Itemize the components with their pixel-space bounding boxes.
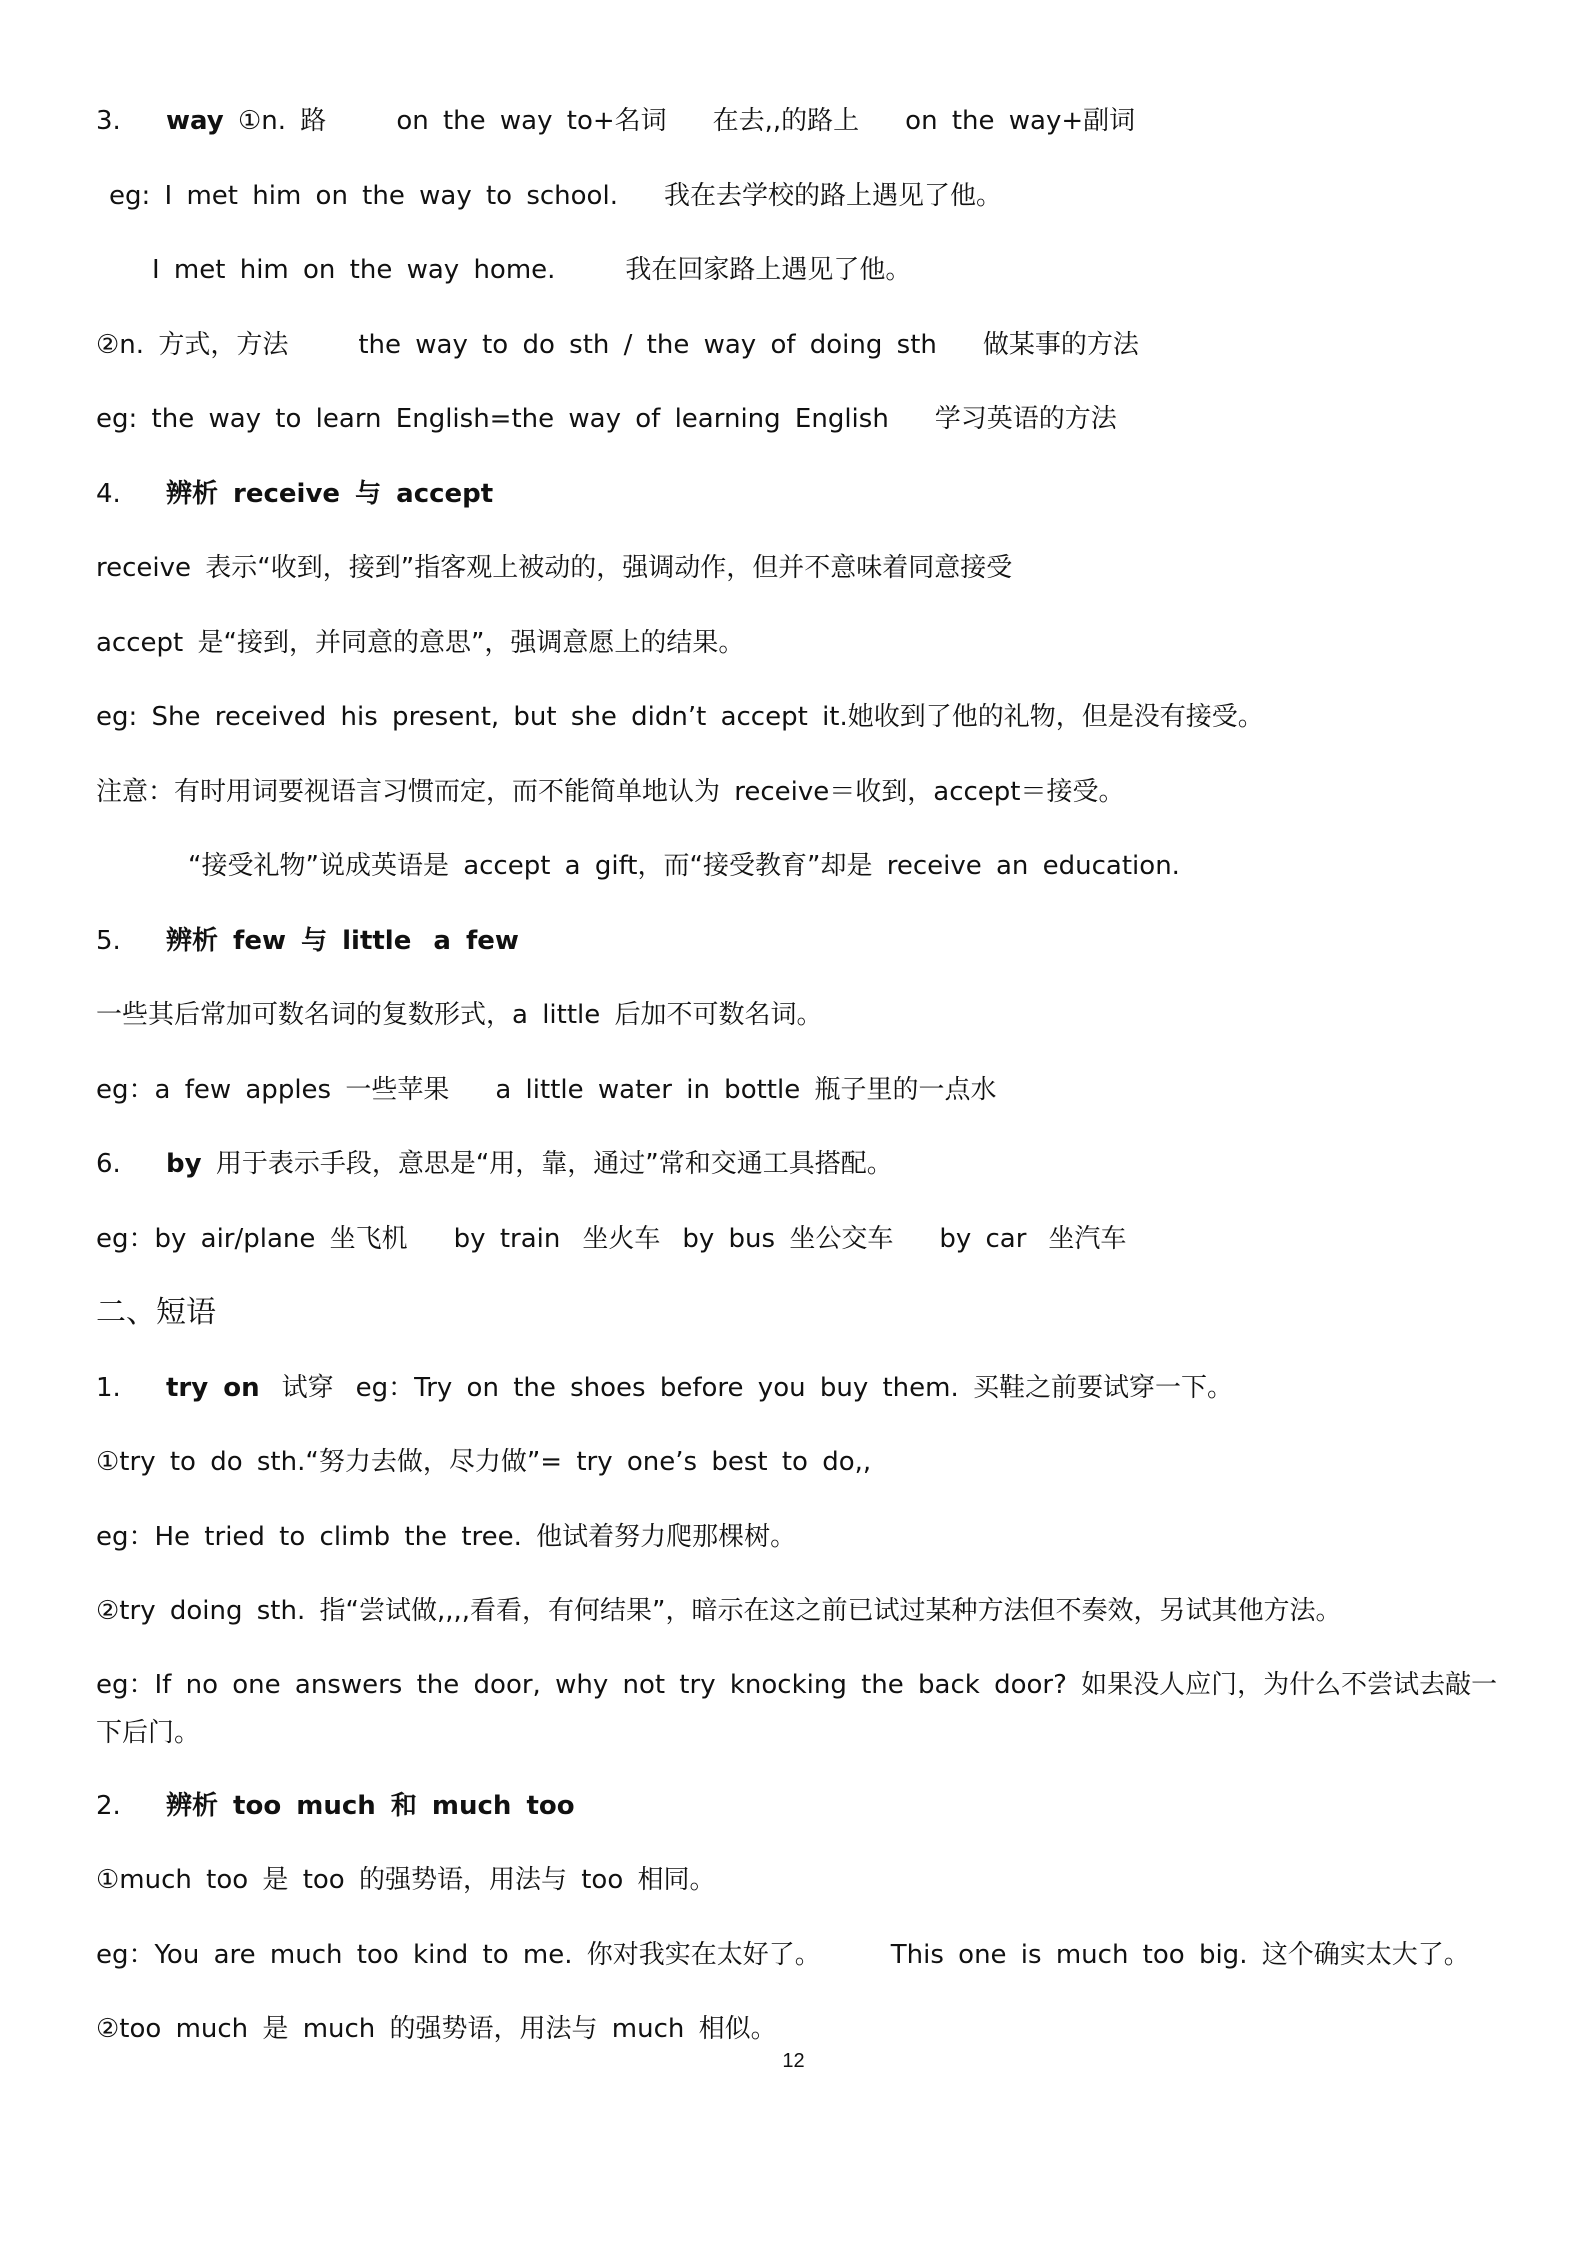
section-title: 二、短语 [96, 1295, 216, 1330]
note-line: 注意：有时用词要视语言习惯而定，而不能简单地认为 receive＝收到，accept＝接受。 [96, 776, 1125, 807]
text-line: 一些其后常加可数名词的复数形式，a little 后加不可数名词。 [96, 1000, 823, 1030]
example-line: eg：a few apples 一些苹果 a little water in bottle 瓶子里的一点水 [96, 1074, 997, 1105]
sense-line: ②too much 是 much 的强势语，用法与 much 相似。 [96, 2014, 777, 2044]
example-line: eg: I met him on the way to school. 我在去学校的路上遇见了他。 [109, 180, 1002, 211]
document-page [96, 96, 1506, 2079]
phrase-title: try on [166, 1372, 260, 1403]
example-line: eg: She received his present, but she didn’t accept it.她收到了他的礼物，但是没有接受。 [96, 702, 1264, 732]
example-line: eg：by air/plane 坐飞机 by train 坐火车 by bus 坐公交车 by car 坐汽车 [96, 1223, 1127, 1254]
text-line: receive 表示“收到，接到”指客观上被动的，强调动作，但并不意味着同意接受 [96, 553, 1013, 583]
note-line: “接受礼物”说成英语是 accept a gift，而“接受教育”却是 receive an education. [188, 851, 1180, 881]
text-line: accept 是“接到，并同意的意思”，强调意愿上的结果。 [96, 627, 745, 658]
phrase: on the way+副词 [905, 106, 1136, 136]
item-number: 5. [96, 925, 121, 956]
sense-label: ①n. 路 [237, 106, 327, 136]
item-number: 3. [96, 106, 121, 136]
item-number: 2. [96, 1790, 121, 1821]
sense-line: ②try doing sth. 指“尝试做,,,,看看，有何结果”，暗示在这之前已试过某种方法但不奏效，另试其他方法。 [96, 1596, 1342, 1626]
phrase: on the way to+名词 [396, 106, 667, 136]
example-line: I met him on the way home. 我在回家路上遇见了他。 [152, 255, 912, 285]
keyword: way [166, 106, 224, 136]
sense-line: ①much too 是 too 的强势语，用法与 too 相同。 [96, 1865, 716, 1895]
item-number: 1. [96, 1372, 121, 1403]
page-number: 12 [782, 2050, 805, 2072]
item-number: 6. [96, 1149, 121, 1179]
example-line: eg: the way to learn English=the way of learning English 学习英语的方法 [96, 404, 1117, 434]
item-5-heading: 5. 辨析 few 与 little a few [96, 916, 1506, 991]
example-line: eg：If no one answers the door, why not try knocking the back door? 如果没人应门，为什么不尝试去敲一下后门。 [96, 1669, 1498, 1748]
item-4-heading [96, 469, 1506, 544]
phrase-2-heading [96, 1781, 1506, 1856]
phrase-1-heading: 1. try on 试穿 eg：Try on the shoes before you buy them. 买鞋之前要试穿一下。 [96, 1363, 1506, 1438]
item-3-heading [96, 96, 1506, 171]
item-6-heading: 6. by 用于表示手段，意思是“用，靠，通过”常和交通工具搭配。 [96, 1139, 1506, 1214]
item-title: 辨析 receive 与 accept [166, 478, 494, 509]
item-title: 辨析 too much 和 much too [166, 1790, 575, 1821]
keyword: by [166, 1149, 202, 1179]
item-title: 辨析 few 与 little [166, 925, 412, 956]
sense-line: ②n. 方式，方法 the way to do sth / the way of doing sth 做某事的方法 [96, 329, 1139, 360]
phrase-translation: 在去,,的路上 [712, 106, 860, 136]
item-number: 4. [96, 478, 121, 509]
example-line: eg：You are much too kind to me. 你对我实在太好了。 This one is much too big. 这个确实太大了。 [96, 1939, 1470, 1970]
sense-line: ①try to do sth.“努力去做，尽力做”= try one’s best to do,, [96, 1447, 872, 1477]
example-line: eg：He tried to climb the tree. 他试着努力爬那棵树。 [96, 1521, 797, 1552]
